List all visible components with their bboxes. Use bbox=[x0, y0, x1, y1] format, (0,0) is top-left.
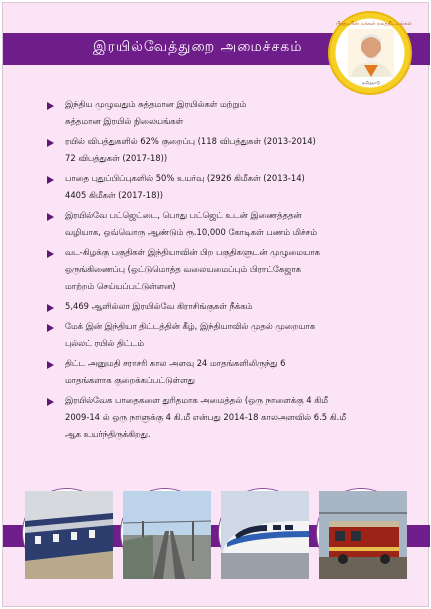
list-item bbox=[47, 358, 423, 386]
point-text: இரயில்வே பட்ஜெட்டை, பொது பட்ஜெட் உடன் இணைத்ததன் bbox=[65, 210, 302, 220]
list-item bbox=[47, 395, 423, 440]
point-text: இரயில்வேக பாதைகளை துரிதமாக அமைத்தல் (ஒரு நாளைக்கு 4 கிமீ bbox=[65, 395, 328, 405]
bullet-arrow-icon bbox=[47, 361, 54, 369]
info-poster bbox=[2, 2, 429, 607]
bullet-arrow-icon bbox=[47, 213, 54, 221]
key-points-list bbox=[47, 99, 423, 449]
portrait-icon bbox=[348, 29, 394, 77]
bullet-arrow-icon bbox=[47, 139, 54, 147]
bullet-train-photo bbox=[219, 489, 307, 577]
point-text: 5,469 ஆளில்லா இரயில்வே கிராசிங்குகள் நீக்கம் bbox=[65, 301, 253, 311]
logo-caption: தமிழ்நாடு bbox=[362, 80, 380, 85]
list-item bbox=[47, 173, 423, 201]
point-text: திட்ட அனுமதி சராசரி கால அளவு 24 மாதங்களிலிருந்து 6 bbox=[65, 358, 286, 368]
point-text: ரயில் விபத்துகளில் 62% குறைப்பு (118 விபத்துகள் (2013-2014) bbox=[65, 136, 316, 146]
point-text: 4405 கிமீகள் (2017-18)) bbox=[65, 190, 163, 200]
bullet-arrow-icon bbox=[47, 324, 54, 332]
list-item bbox=[47, 301, 423, 312]
point-text: புல்லட் ரயில் திட்டம் bbox=[65, 338, 144, 348]
locomotive-photo bbox=[317, 489, 405, 577]
bullet-arrow-icon bbox=[47, 250, 54, 258]
list-item bbox=[47, 136, 423, 164]
bullet-arrow-icon bbox=[47, 176, 54, 184]
list-item bbox=[47, 210, 423, 238]
point-text: வழியாக, ஒவ்வொரு ஆண்டும் ரூ.10,000 கோடிகள் பணம் மிச்சம் bbox=[65, 227, 317, 237]
list-item bbox=[47, 321, 423, 349]
point-text: 2009-14 ல் ஒரு நாளுக்கு 4 கி.மீ என்பது 2014-18 காலஅளவில் 6.5 கி.மீ bbox=[65, 412, 347, 422]
bullet-arrow-icon bbox=[47, 304, 54, 312]
bullet-arrow-icon bbox=[47, 398, 54, 406]
list-item bbox=[47, 99, 423, 127]
bullet-arrow-icon bbox=[47, 102, 54, 110]
point-text: 72 விபத்துகள் (2017-18)) bbox=[65, 153, 168, 163]
point-text: மாற்றம் செய்யப்பட்டுள்ளன) bbox=[65, 281, 176, 291]
point-text: ஒருங்கிணைப்பு (ஒட்டுமொத்த வலையமைப்பும் பிராட்கேஜாக bbox=[65, 264, 301, 274]
point-text: சுத்தமான இரயில் நிலையங்கள் bbox=[65, 116, 184, 126]
point-text: வட-கிழக்கு பகுதிகள் இந்தியாவின் பிற பகுதிகளுடன் முழுமையாக bbox=[65, 247, 320, 257]
list-item bbox=[47, 247, 423, 292]
railway-tracks-photo bbox=[121, 489, 209, 577]
point-text: இந்திய முழுவதும் சுத்தமான இரயில்கள் மற்றும் bbox=[65, 99, 247, 109]
point-text: மேக் இன் இந்தியா திட்டத்தின் கீழ், இந்தியாவில் முதல் முறையாக bbox=[65, 321, 316, 331]
logo-ring-text: பிரதமரின் மக்கள் நலத்திட்டங்கள் bbox=[336, 21, 412, 27]
page-title: இரயில்வேத்துறை அமைச்சகம் bbox=[93, 39, 303, 55]
point-text: பாதை புதுப்பிப்புகளில் 50% உயர்வு (2926 கிமீகள் (2013-14) bbox=[65, 173, 305, 183]
point-text: மாதங்களாக குறைக்கப்பட்டுள்ளது bbox=[65, 375, 195, 385]
train-platform-photo bbox=[23, 489, 111, 577]
scheme-logo bbox=[328, 11, 412, 95]
point-text: ஆக உயர்ந்திருக்கிறது. bbox=[65, 429, 151, 439]
